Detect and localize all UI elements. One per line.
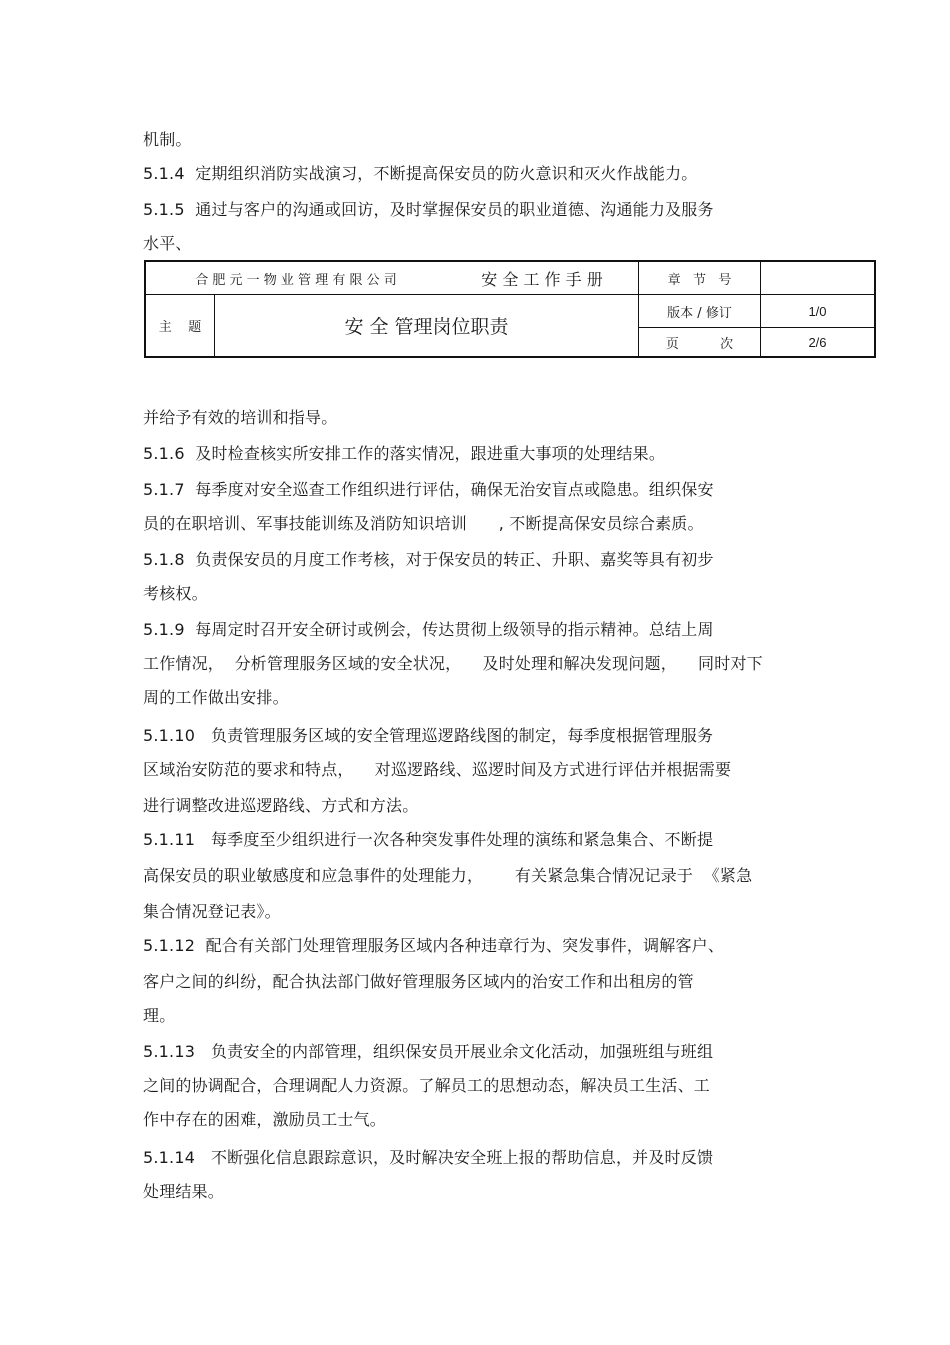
subject-label: 主 题 [158, 320, 202, 335]
text-line: 处理结果。 [143, 1182, 225, 1201]
text-line: 客户之间的纠纷，配合执法部门做好管理服务区域内的治安工作和出租房的管 [143, 972, 694, 991]
text-line: 5.1.14 不断强化信息跟踪意识，及时解决安全班上报的帮助信息，并及时反馈 [143, 1148, 714, 1167]
text-line: 理。 [143, 1006, 176, 1025]
manual-title: 安 全 工 作 手 册 [481, 269, 603, 289]
text-line: 5.1.12 配合有关部门处理管理服务区域内各种违章行为、突发事件，调解客户、 [143, 936, 725, 955]
text-line: 区域治安防范的要求和特点， 对巡逻路线、巡逻时间及方式进行评估并根据需要 [143, 760, 732, 779]
text-line: 机制。 [143, 130, 192, 149]
text-line: 并给予有效的培训和指导。 [143, 408, 338, 427]
page-value: 2/6 [808, 334, 827, 350]
chapter-label: 章 节 号 [667, 272, 732, 288]
text-line: 之间的协调配合，合理调配人力资源。了解员工的思想动态，解决员工生活、工 [143, 1076, 711, 1095]
chapter-value [761, 262, 874, 294]
text-line: 周的工作做出安排。 [143, 688, 289, 707]
text-line: 考核权。 [143, 584, 208, 603]
version-value: 1/0 [808, 303, 827, 319]
text-line: 5.1.5 通过与客户的沟通或回访，及时掌握保安员的职业道德、沟通能力及服务 [143, 200, 714, 219]
text-line: 水平、 [143, 234, 192, 253]
text-line: 5.1.6 及时检查核实所安排工作的落实情况，跟进重大事项的处理结果。 [143, 444, 666, 463]
text-line: 高保安员的职业敏感度和应急事件的处理能力， 有关紧急集合情况记录于 《紧急 [143, 866, 753, 885]
text-line: 5.1.13 负责安全的内部管理，组织保安员开展业余文化活动，加强班组与班组 [143, 1042, 714, 1061]
text-line: 进行调整改进巡逻路线、方式和方法。 [143, 796, 419, 815]
text-line: 5.1.4 定期组织消防实战演习，不断提高保安员的防火意识和灭火作战能力。 [143, 164, 698, 183]
text-line: 5.1.10 负责管理服务区域的安全管理巡逻路线图的制定，每季度根据管理服务 [143, 726, 714, 745]
text-line: 员的在职培训、军事技能训练及消防知识培训 , 不断提高保安员综合素质。 [143, 514, 704, 533]
text-line: 5.1.7 每季度对安全巡查工作组织进行评估，确保无治安盲点或隐患。组织保安 [143, 480, 714, 499]
subject-title: 安 全 管理岗位职责 [344, 316, 509, 338]
text-line: 5.1.11 每季度至少组织进行一次各种突发事件处理的演练和紧急集合、不断提 [143, 830, 714, 849]
text-line: 作中存在的困难，激励员工士气。 [143, 1110, 387, 1129]
company-name: 合 肥 元 一 物 业 管 理 有 限 公 司 [195, 272, 397, 288]
page-label: 页 次 [665, 336, 734, 352]
version-label: 版本 / 修订 [667, 305, 732, 321]
text-line: 5.1.9 每周定时召开安全研讨或例会，传达贯彻上级领导的指示精神。总结上周 [143, 620, 714, 639]
document-header-table [144, 260, 876, 358]
text-line: 工作情况， 分析管理服务区域的安全状况， 及时处理和解决发现问题， 同时对下 [143, 654, 763, 673]
text-line: 5.1.8 负责保安员的月度工作考核，对于保安员的转正、升职、嘉奖等具有初步 [143, 550, 714, 569]
text-line: 集合情况登记表》。 [143, 902, 281, 921]
